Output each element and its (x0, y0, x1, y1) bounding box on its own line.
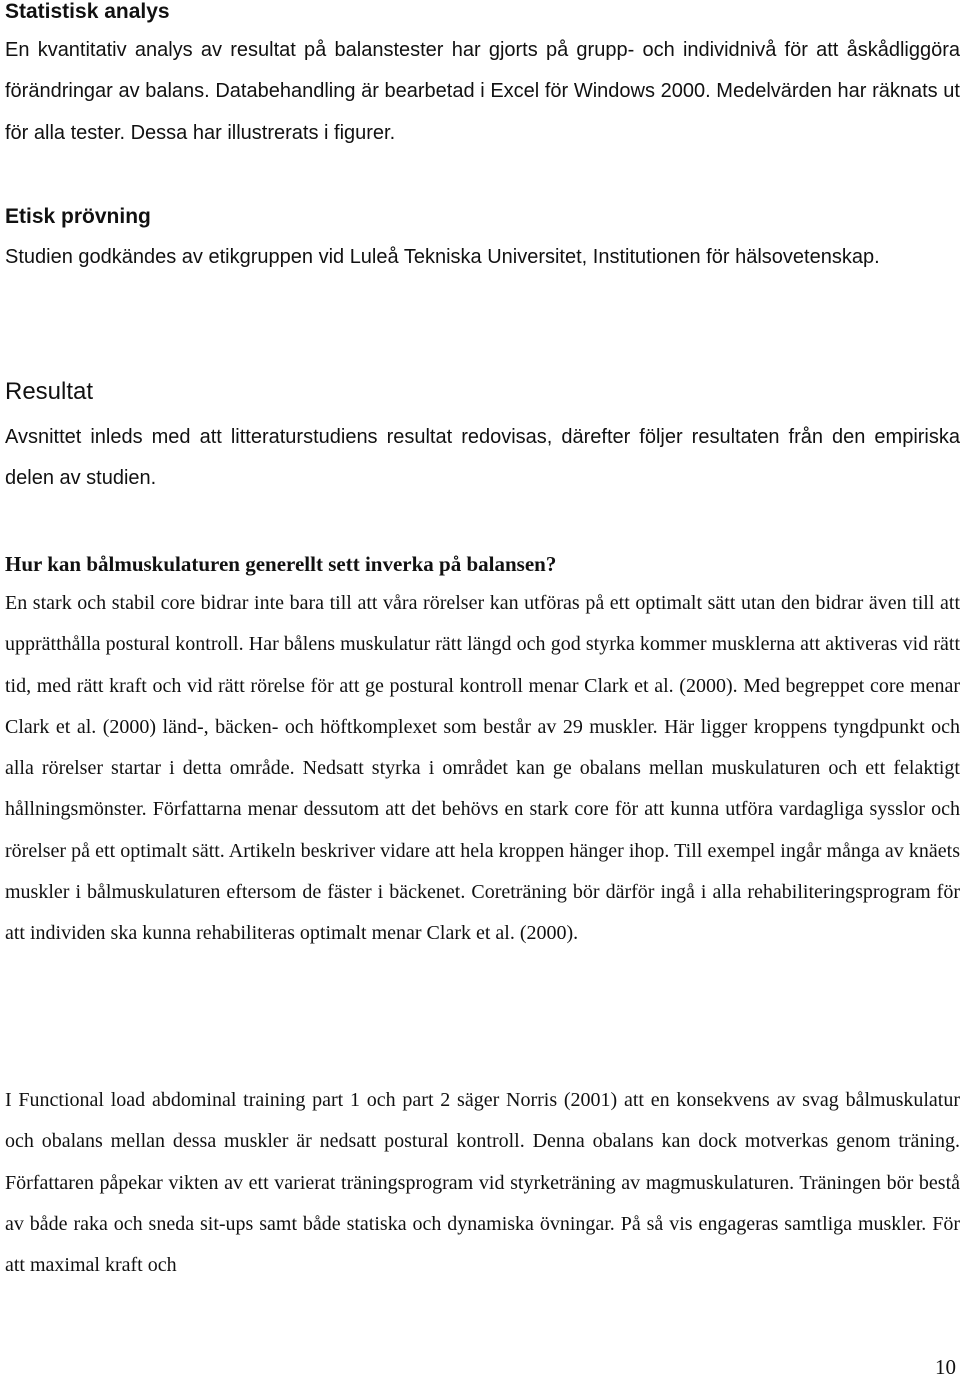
core-paragraph-1: En stark och stabil core bidrar inte bara till att våra rörelser kan utföras på ett optimalt sätt utan den bidrar även till att upprätthålla postural kontroll. Har bålens muskulatur rätt längd och god styrka kommer musklerna att aktiveras vid rätt tid, med rätt kraft och vid rätt rörelse för att ge postural kontroll menar Clark et al. (2000). Med begreppet core menar Clark et al. (2000) länd-, bäcken- och höftkomplexet som består av 29 muskler. Här ligger kroppens tyngdpunkt och alla rörelser startar i detta område. Nedsatt styrka i området kan ge obalans mellan muskulaturen och ett felaktigt hållningsmönster. Författarna menar dessutom att det behövs en stark core för att kunna utföra vardagliga sysslor och rörelser på ett optimalt sätt. Artikeln beskriver vidare att hela kroppen hänger ihop. Till exempel ingår många av knäets muskler i bålmuskulaturen eftersom de fäster i bäckenet. Coreträning bör därför ingå i alla rehabiliteringsprogram för att individen ska kunna rehabiliteras optimalt menar Clark et al. (2000). (5, 592, 960, 945)
core-heading: Hur kan bålmuskulaturen generellt sett inverka på balansen? (5, 552, 557, 576)
statistics-paragraph: En kvantitativ analys av resultat på balanstester har gjorts på grupp- och individnivå för att åskådliggöra förändringar av balans. Databehandling är bearbetad i Excel för Windows 2000. Medelvärden har räknats ut för alla tester. Dessa har illustrerats i figurer. (5, 39, 960, 144)
results-paragraph: Avsnittet inleds med att litteraturstudiens resultat redovisas, därefter följer resultaten från den empiriska delen av studien. (5, 426, 960, 490)
ethics-paragraph: Studien godkändes av etikgruppen vid Luleå Tekniska Universitet, Institutionen för hälsovetenskap. (5, 246, 880, 268)
core-paragraph-2: I Functional load abdominal training part 1 och part 2 säger Norris (2001) att en konsekvens av svag bålmuskulatur och obalans mellan dessa muskler är nedsatt postural kontroll. Denna obalans kan dock motverkas genom träning. Författaren påpekar vikten av ett varierat träningsprogram vid styrketräning av magmuskulaturen. Träningen bör bestå av både raka och sneda sit-ups samt både statiska och dynamiska övningar. På så vis engageras samtliga muskler. För att maximal kraft och (5, 1089, 960, 1277)
page-number: 10 (935, 1355, 956, 1379)
results-heading: Resultat (5, 378, 94, 405)
ethics-heading: Etisk prövning (5, 205, 151, 228)
statistics-heading: Statistisk analys (5, 0, 170, 23)
